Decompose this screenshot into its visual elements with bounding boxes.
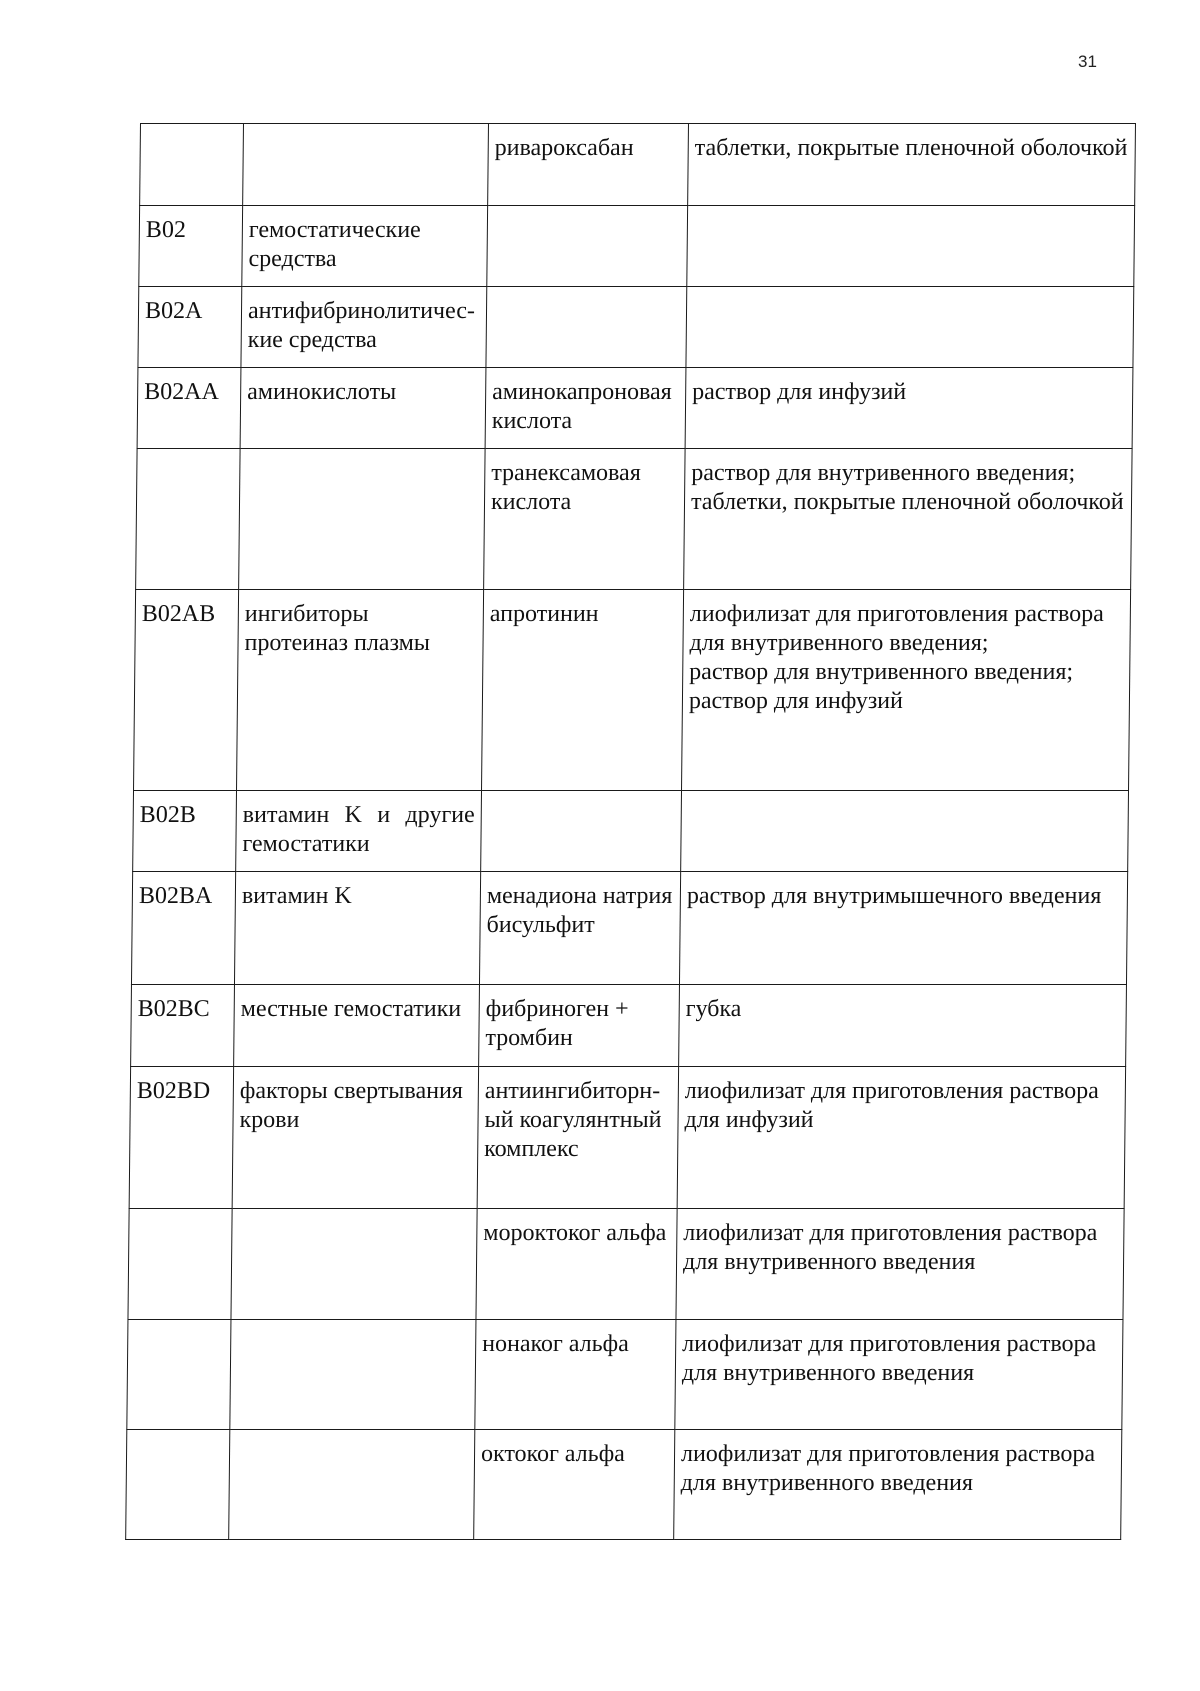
dosage-form-line: таблетки, покрытые пленочной оболочкой xyxy=(690,489,1124,515)
drug-name-cell: апротинин xyxy=(482,590,684,791)
table-row xyxy=(129,1067,1125,1209)
dosage-form-cell xyxy=(679,872,1127,985)
group-name-cell: аминокислоты xyxy=(240,368,486,449)
group-name-cell xyxy=(239,449,485,590)
atc-code-cell xyxy=(126,1430,230,1540)
table-row xyxy=(140,124,1136,206)
dosage-form-line: лиофилизат для приготовления раствора для внутривенного введения; xyxy=(689,601,1105,656)
group-name-cell: витамин K и другие гемостатики xyxy=(236,791,482,872)
dosage-form-line: губка xyxy=(685,996,742,1022)
dosage-form-cell xyxy=(681,791,1129,872)
table-row xyxy=(139,206,1135,287)
dosage-form-cell xyxy=(675,1320,1123,1430)
group-name-cell: местные гемостатики xyxy=(234,985,480,1067)
group-name-cell: гемостатические средства xyxy=(242,206,488,287)
table-row xyxy=(134,590,1131,791)
table-row xyxy=(131,985,1127,1067)
dosage-form-cell xyxy=(677,1067,1125,1209)
dosage-form-cell xyxy=(684,449,1132,590)
dosage-form-line: лиофилизат для приготовления раствора для внутривенного введения xyxy=(680,1441,1096,1496)
group-name-cell: антифибринолитические средства xyxy=(241,287,487,368)
dosage-form-cell xyxy=(676,1209,1124,1320)
page-number: 31 xyxy=(1078,52,1097,71)
dosage-form-line: лиофилизат для приготовления раствора для инфузий xyxy=(684,1078,1100,1133)
dosage-form-cell xyxy=(687,206,1135,287)
dosage-form-line: лиофилизат для приготовления раствора для внутривенного введения xyxy=(682,1220,1098,1275)
dosage-form-cell xyxy=(674,1430,1122,1540)
drug-name-cell: аминокапроновая кислота xyxy=(485,368,686,449)
atc-code-cell: B02B xyxy=(133,791,237,872)
drug-name-cell: мороктоког альфа xyxy=(476,1209,677,1320)
dosage-form-cell xyxy=(688,124,1136,206)
group-name-cell: витамин K xyxy=(234,872,480,985)
table-row xyxy=(138,287,1134,368)
atc-code-cell: B02BD xyxy=(129,1067,233,1209)
drug-name-cell: нонаког альфа xyxy=(475,1320,676,1430)
group-name-cell xyxy=(230,1320,476,1430)
table-row xyxy=(136,449,1132,590)
atc-code-cell xyxy=(140,124,244,206)
dosage-form-line: раствор для инфузий xyxy=(688,688,904,714)
dosage-form-line: раствор для внутривенного введения; xyxy=(689,659,1074,685)
table-row xyxy=(128,1209,1124,1320)
table-row xyxy=(127,1320,1123,1430)
atc-code-cell: B02AA xyxy=(137,368,241,449)
group-name-cell xyxy=(231,1209,477,1320)
drug-classification-table xyxy=(125,123,1136,1540)
drug-name-cell: транексамовая кислота xyxy=(484,449,685,590)
dosage-form-line: раствор для внутривенного введения; xyxy=(691,460,1076,486)
drug-name-cell xyxy=(486,287,687,368)
drug-name-cell: антиингибиторный коагулянтный комплекс xyxy=(477,1067,678,1209)
drug-name-cell: октоког альфа xyxy=(474,1430,675,1540)
atc-code-cell: B02A xyxy=(138,287,242,368)
dosage-form-line: лиофилизат для приготовления раствора для внутривенного введения xyxy=(681,1331,1097,1386)
group-name-cell: факторы свертывания крови xyxy=(232,1067,478,1209)
atc-code-cell xyxy=(128,1209,232,1320)
dosage-form-cell xyxy=(686,287,1134,368)
group-name-cell xyxy=(243,124,489,206)
atc-code-cell xyxy=(127,1320,231,1430)
drug-name-cell: ривароксабан xyxy=(488,124,689,206)
drug-name-cell: фибриноген + тромбин xyxy=(479,985,680,1067)
table-row xyxy=(137,368,1133,449)
table-body xyxy=(126,124,1136,1540)
atc-code-cell: B02AB xyxy=(134,590,239,791)
atc-code-cell: B02BA xyxy=(131,872,235,985)
drug-name-cell: менадиона натрия бисульфит xyxy=(479,872,680,985)
table-row xyxy=(131,872,1127,985)
atc-code-cell: B02 xyxy=(139,206,243,287)
dosage-form-cell xyxy=(685,368,1133,449)
group-name-cell: ингибиторы протеиназ плазмы xyxy=(237,590,484,791)
dosage-form-cell xyxy=(682,590,1131,791)
table-row xyxy=(133,791,1129,872)
atc-code-cell: B02BC xyxy=(131,985,235,1067)
dosage-form-line: раствор для инфузий xyxy=(692,379,907,405)
atc-code-cell xyxy=(136,449,240,590)
dosage-form-cell xyxy=(679,985,1127,1067)
table-row xyxy=(126,1430,1122,1540)
group-name-cell xyxy=(229,1430,475,1540)
drug-name-cell xyxy=(481,791,682,872)
dosage-form-line: таблетки, покрытые пленочной оболочкой xyxy=(694,135,1128,161)
dosage-form-line: раствор для внутримышечного введения xyxy=(686,883,1102,909)
drug-name-cell xyxy=(487,206,688,287)
